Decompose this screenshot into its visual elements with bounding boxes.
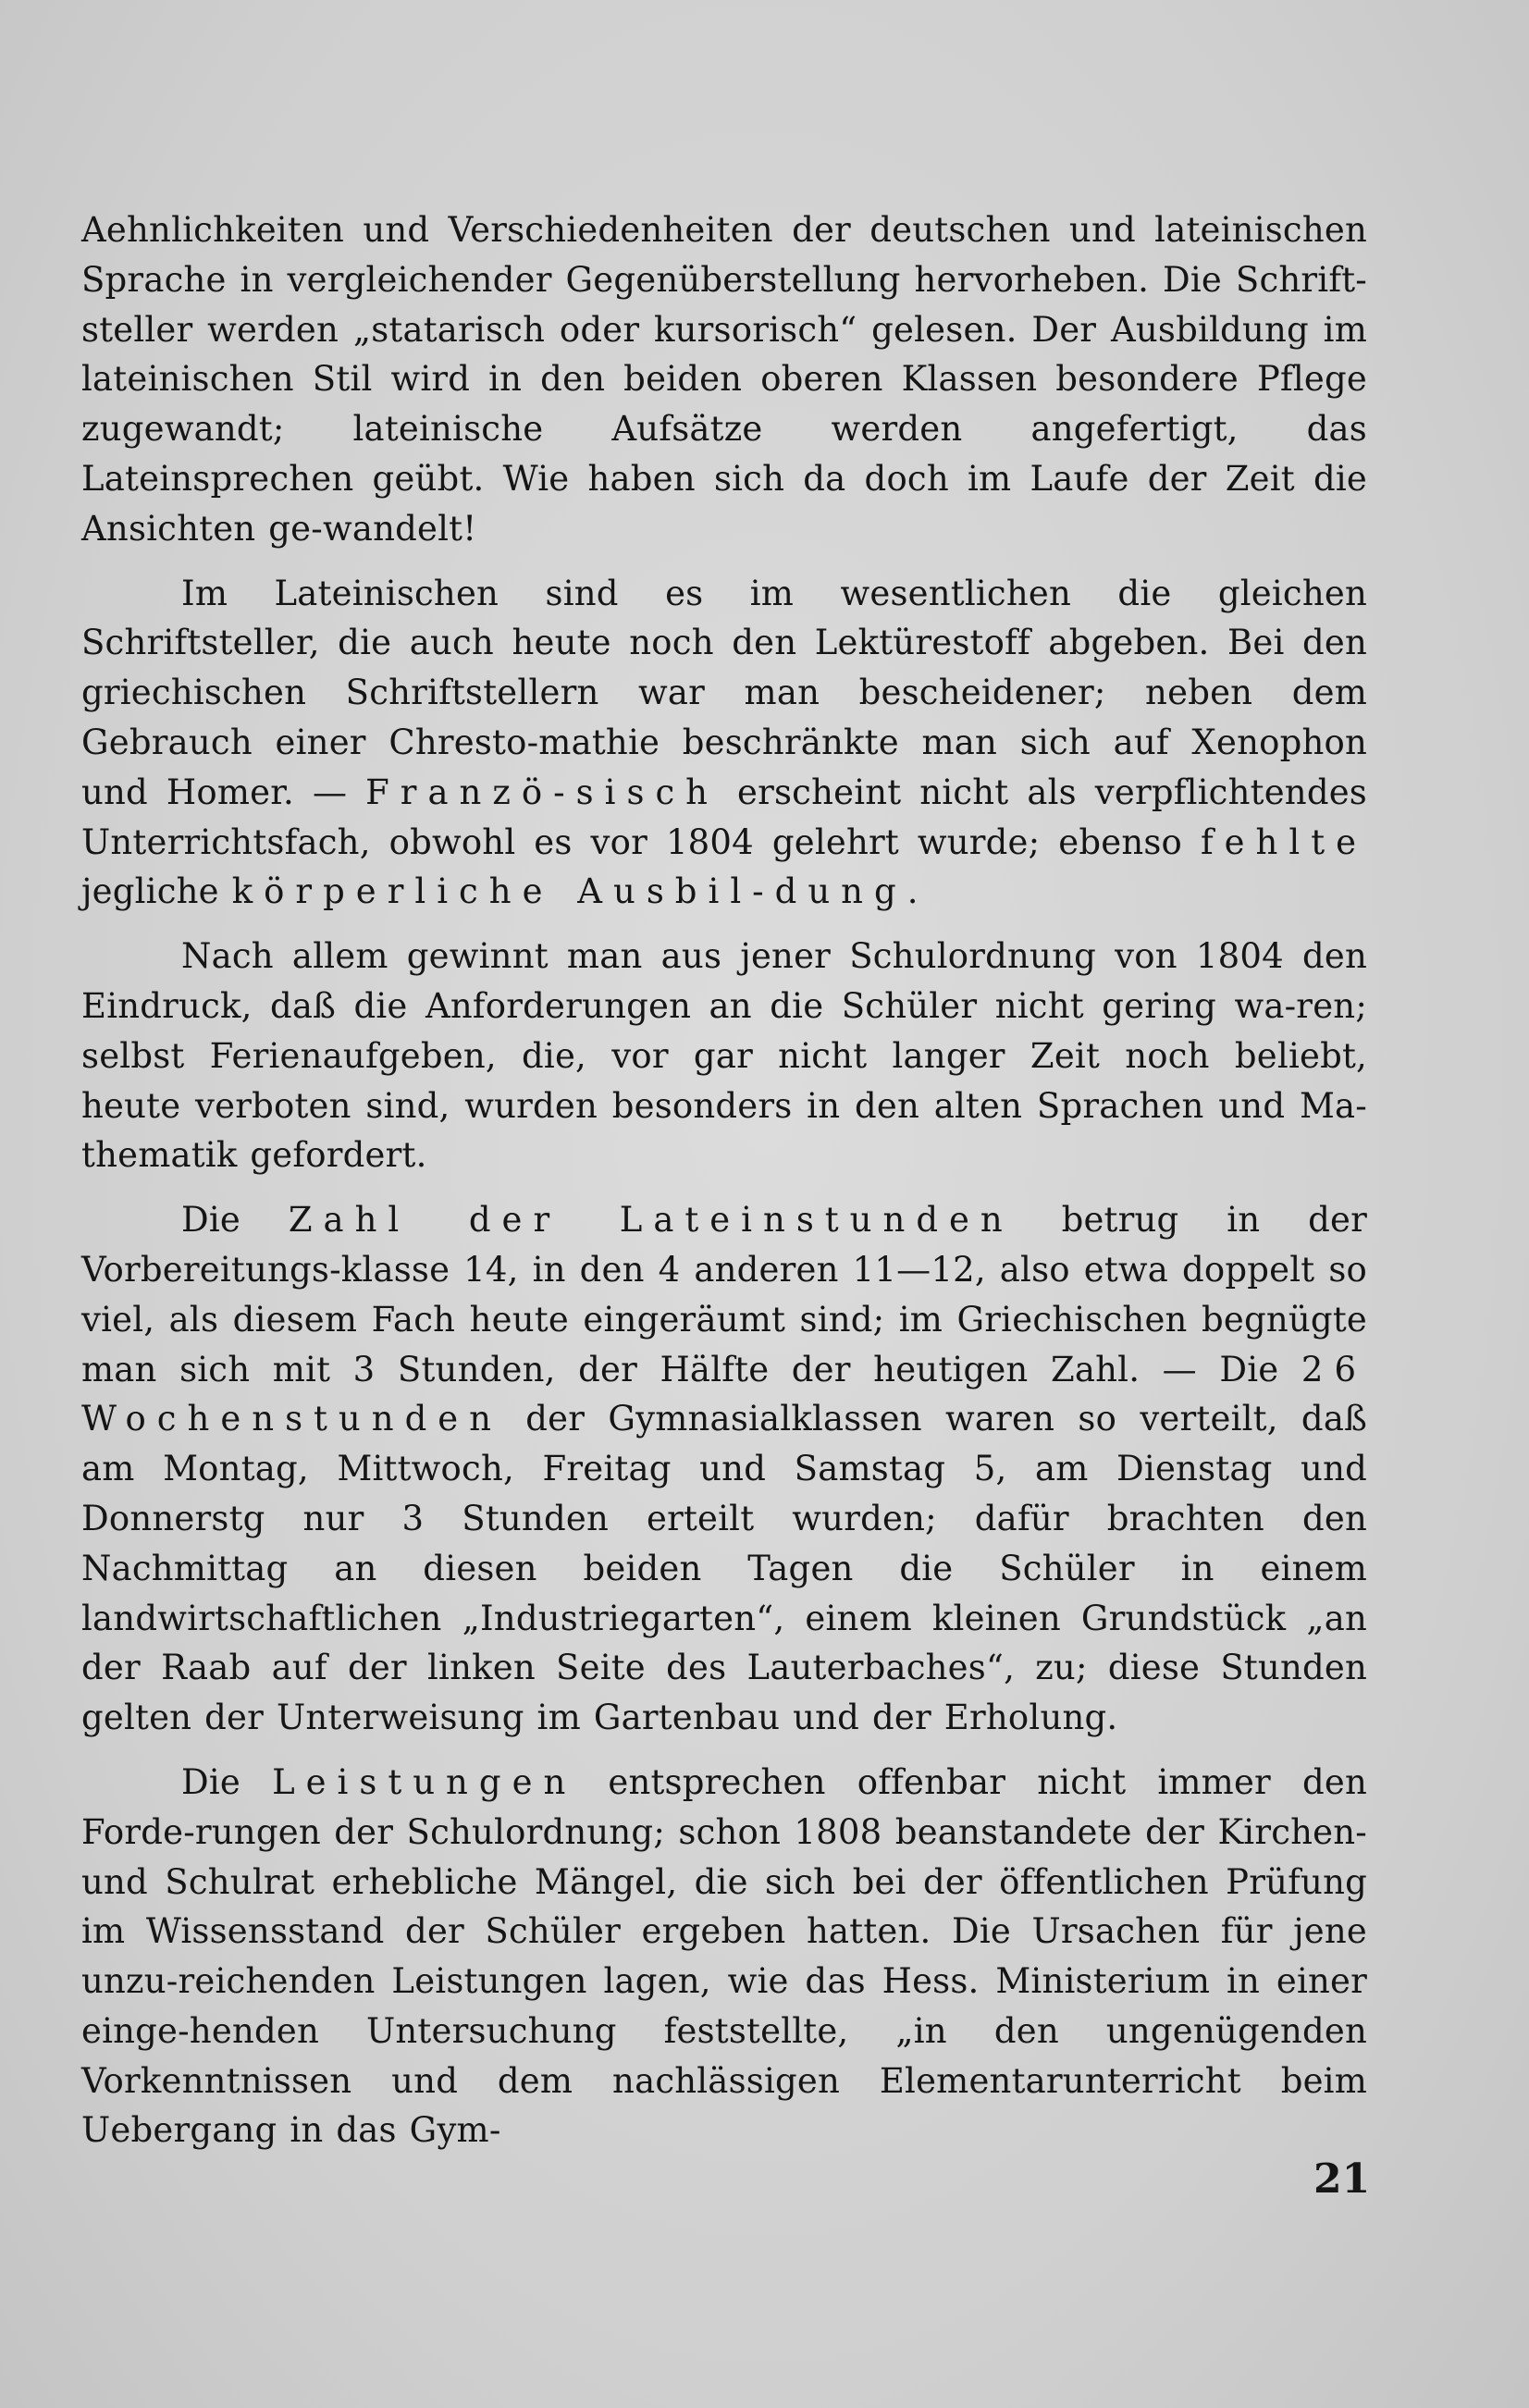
text-segment: Nach allem gewinnt man aus jener Schulordnung von 1804 den Eindruck, daß die Anforderungen an die Schüler nicht gering wa-ren; selbst Ferienaufgeben, die, vor gar nicht langer Zeit noch beliebt, heute verboten sind, wurden besonders in den alten Sprachen und Ma-thematik gefordert.: [81, 936, 1367, 1176]
text-segment: jegliche: [81, 871, 232, 912]
text-segment: Im Lateinischen sind es im wesentlichen die gleichen Schriftsteller, die auch heute noch den Lektürestoff abgeben. Bei den griechischen Schriftstellern war man bescheidener; neben dem Gebrauch einer Chresto-mathie beschränkte man sich auf Xenophon und Homer. —: [81, 573, 1367, 812]
text-segment: betrug in der Vorbereitungs-klasse 14, in den 4 anderen 11—12, also etwa doppelt so viel, als diesem Fach heute eingeräumt sind; im Griechischen begnügte man sich mit 3 Stunden, der Hälfte der heutigen Zahl. — Die: [81, 1200, 1367, 1389]
text-segment: .: [906, 871, 919, 912]
paragraph-3: [81, 932, 1367, 1180]
paragraph-5: [81, 1758, 1367, 2155]
body-text: [81, 205, 1367, 2170]
text-segment: entsprechen offenbar nicht immer den Forde-rungen der Schulordnung; schon 1808 beanstandete der Kirchen- und Schulrat erhebliche Mängel, die sich bei der öffentlichen Prüfung im Wissensstand der Schüler ergeben hatten. Die Ursachen für jene unzu-reichenden Leistungen lagen, wie das Hess. Ministerium in einer einge-henden Untersuchung feststellte, „in den ungenügenden Vorkenntnissen und dem nachlässigen Elementarunterricht beim Uebergang in das Gym-: [81, 1761, 1367, 2151]
text-segment: der Gymnasialklassen waren so verteilt, daß am Montag, Mittwoch, Freitag und Samstag 5, am Dienstag und Donnerstg nur 3 Stunden erteilt wurden; dafür brachten den Nachmittag an diesen beiden Tagen die Schüler in einem landwirtschaftlichen „Industriegarten“, einem kleinen Grundstück „an der Raab auf der linken Seite des Lauterbaches“, zu; diese Stunden gelten der Unterweisung im Gartenbau und der Erholung.: [81, 1399, 1367, 1738]
page-number: 21: [1313, 2155, 1371, 2203]
emphasized-text: körperliche Ausbil-dung: [231, 871, 907, 912]
text-segment: Die: [181, 1761, 273, 1802]
paragraph-4: [81, 1195, 1367, 1743]
emphasized-text: Zahl der Lateinstunden: [288, 1200, 1014, 1241]
text-segment: erscheint nicht als verpflichtendes Unterrichtsfach, obwohl es vor 1804 gelehrt wurde; ebenso: [81, 772, 1367, 862]
emphasized-text: Leistungen: [272, 1761, 577, 1802]
emphasized-text: Franzö-sisch: [365, 772, 720, 812]
emphasized-text: 26 Wochenstunden: [81, 1349, 1367, 1439]
text-segment: Die: [181, 1200, 289, 1241]
emphasized-text: fehlte: [1200, 821, 1367, 862]
paragraph-1: [81, 205, 1367, 554]
text-segment: Aehnlichkeiten und Verschiedenheiten der deutschen und lateinischen Sprache in vergleichender Gegenüberstellung hervorheben. Die Schrift-steller werden „statarisch oder kursorisch“ gelesen. Der Ausbildung im lateinischen Stil wird in den beiden oberen Klassen besondere Pflege zugewandt; lateinische Aufsätze werden angefertigt, das Lateinsprechen geübt. Wie haben sich da doch im Laufe der Zeit die Ansichten ge-wandelt!: [81, 210, 1367, 549]
paragraph-2: [81, 569, 1367, 918]
